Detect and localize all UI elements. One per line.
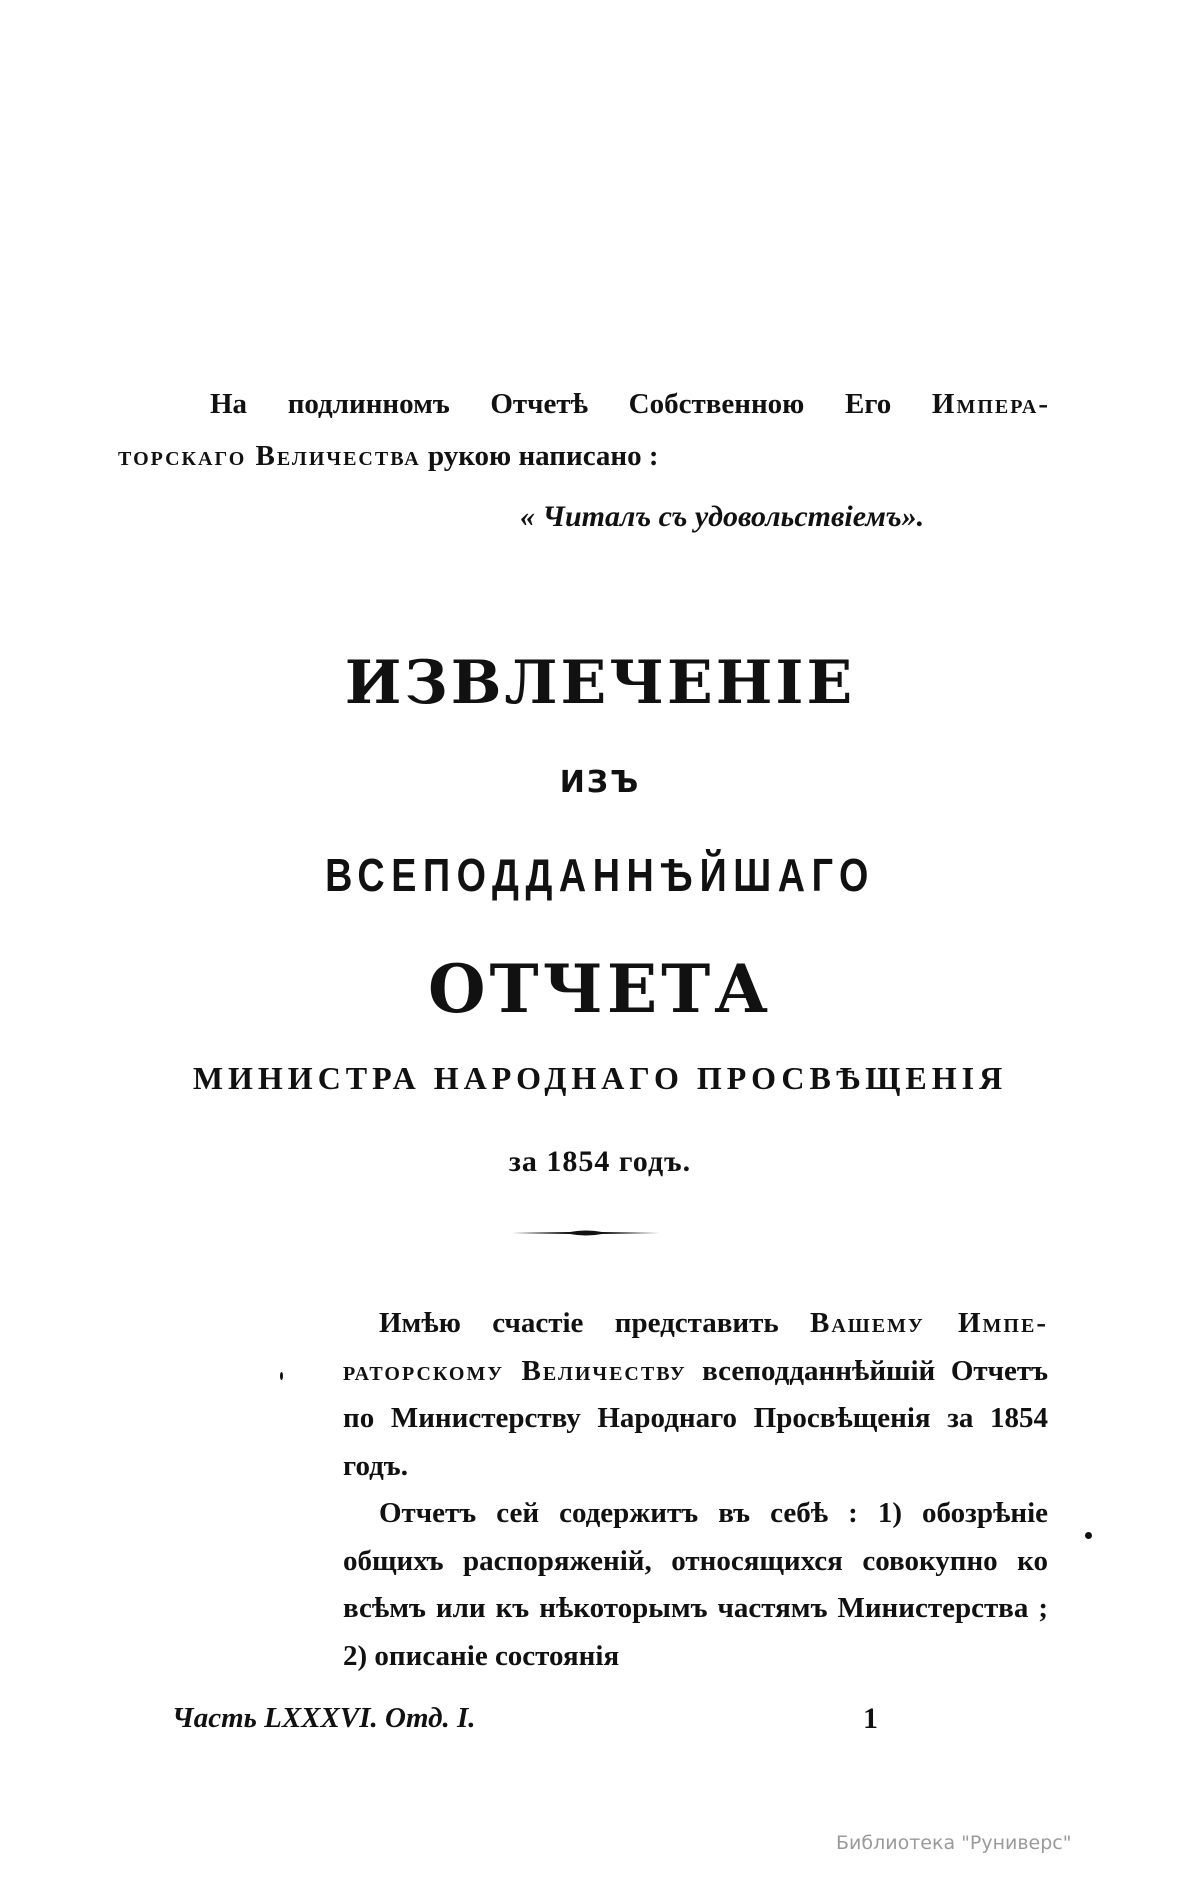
imperial-note-line-2 [118,430,1050,482]
title-year: за 1854 годъ. [508,1145,692,1178]
title-minister: МИНИСТРА НАРОДНАГО ПРОСВѢЩЕНІЯ [192,1060,1008,1096]
print-speck [280,1372,283,1380]
paragraph-2: Отчетъ сей содержитъ въ себѣ : 1) обозрѣніе общихъ распоряженій, относящихся совокупно ко всѣмъ или къ нѣкоторымъ частямъ Министерства ; 2) описаніе состоянія [343,1497,1048,1672]
section-signature: Часть LXXXVI. Отд. I. [172,1702,476,1734]
title-adjective: ВСЕПОДДАННѢЙШАГО [325,849,875,901]
page-number: 1 [863,1702,878,1735]
paragraph-1 [343,1300,1048,1490]
imperial-note [118,378,1050,482]
print-speck [1085,1532,1092,1539]
imperial-resolution: « Читалъ съ удовольствіемъ». [520,500,925,533]
paragraph-text: всеподданнѣйшій Отчетъ по Министерству Народнаго Просвѣщенія за 1854 годъ. [343,1354,1048,1482]
note-text: рукою написано : [420,440,659,472]
ornament-divider [512,1229,660,1237]
paragraph-text: Имѣю счастіе представить [379,1307,811,1339]
title-report: ОТЧЕТА [427,950,773,1028]
title-main: ИЗВЛЕЧЕНІЕ [344,648,856,718]
note-text: На подлинномъ Отчетѣ Собственною Его [210,388,932,420]
note-smallcaps: торскаго Величества [118,440,421,472]
title-from: ИЗЪ [559,765,641,800]
report-body [343,1300,1048,1680]
paragraph-smallcaps: Вашему Импе-раторскому Величеству [343,1307,1048,1387]
note-smallcaps: Импера- [931,388,1050,420]
library-watermark: Библиотека "Руниверс" [836,1832,1072,1854]
imperial-note-line-1 [118,378,1050,430]
